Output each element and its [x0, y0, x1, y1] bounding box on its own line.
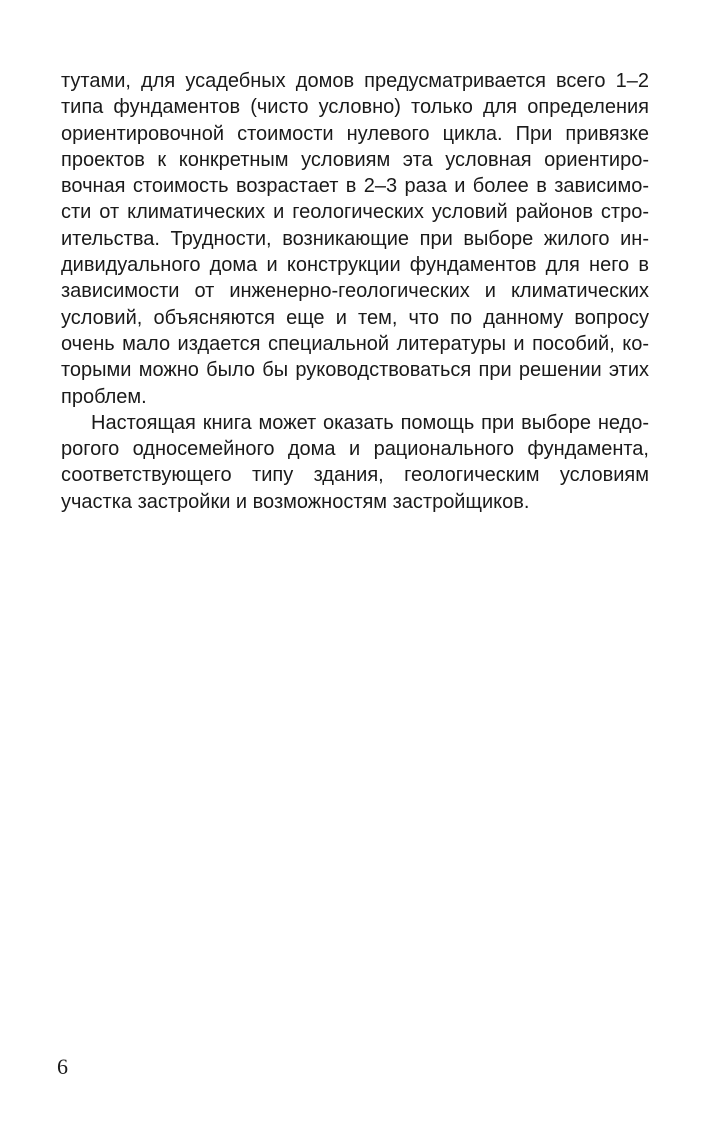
text-line: типа фундаментов (чисто условно) только для определения [61, 96, 649, 119]
text-line: Настоящая книга может оказать помощь при выборе недо- [91, 411, 649, 434]
text-line: торыми можно было бы руководствоваться при решении этих [61, 359, 649, 382]
text-line: тутами, для усадебных домов предусматривается всего 1–2 [61, 70, 649, 92]
text-line: зависимости от инженерно-геологических и климатических [61, 280, 649, 303]
text-line: вочная стоимость возрастает в 2–3 раза и более в зависимо- [61, 175, 649, 198]
page-number: 6 [57, 1054, 68, 1079]
paragraph-1 [61, 68, 649, 410]
text-line: дивидуального дома и конструкции фундаментов для него в [61, 254, 649, 277]
text-line: условий, объясняются еще и тем, что по данному вопросу [61, 306, 649, 329]
text-line: проблем. [61, 385, 147, 408]
text-line: очень мало издается специальной литературы и пособий, ко- [61, 332, 649, 355]
text-line: проектов к конкретным условиям эта условная ориентиро- [61, 148, 649, 171]
text-line: ительства. Трудности, возникающие при выборе жилого ин- [61, 227, 649, 250]
body-text [61, 68, 649, 515]
text-line: соответствующего типу здания, геологическим условиям [61, 464, 649, 487]
text-line: участка застройки и возможностям застройщиков. [61, 490, 530, 513]
paragraph-2 [61, 410, 649, 515]
text-line: рогого односемейного дома и рационального фундамента, [61, 438, 649, 461]
text-line: ориентировочной стоимости нулевого цикла. При привязке [61, 122, 649, 145]
text-line: сти от климатических и геологических условий районов стро- [61, 201, 649, 224]
